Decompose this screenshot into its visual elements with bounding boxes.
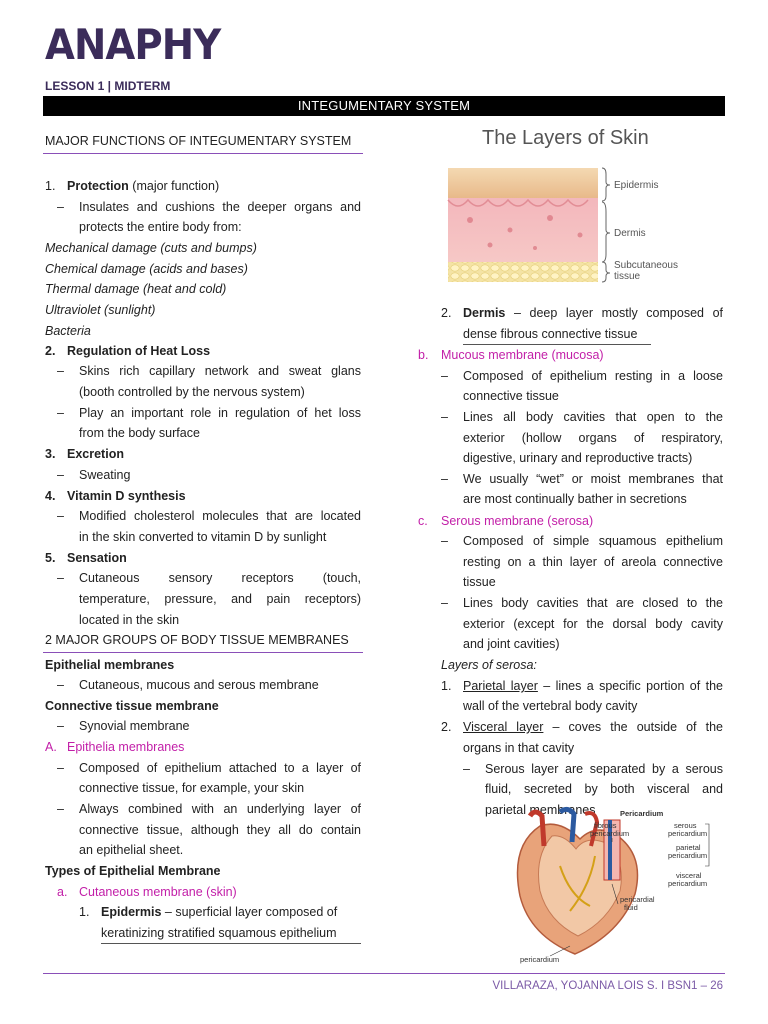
list-text: Always combined with an underlying layer of <box>79 802 361 816</box>
damage-item: Thermal damage (heat and cold) <box>45 282 227 296</box>
footer-author: VILLARAZA, YOJANNA LOIS S. I BSN1 – 26 <box>492 980 723 992</box>
pericardium-figure <box>500 806 722 966</box>
list-text: from the body surface <box>79 426 200 440</box>
fibrous-label: fibrous <box>594 821 617 830</box>
dash: – <box>57 468 64 482</box>
group-title: Connective tissue membrane <box>45 699 219 713</box>
item-text: – deep layer mostly composed of <box>505 306 723 320</box>
list-item <box>101 902 337 922</box>
list-text: connective tissue <box>463 389 559 403</box>
list-text: Play an important role in regulation of het loss <box>79 406 361 420</box>
dash: – <box>57 802 64 816</box>
list-text: connective tissue, although they all do contain <box>79 823 361 837</box>
dash: – <box>57 406 64 420</box>
footer-rule <box>43 973 725 974</box>
item-title: Protection <box>67 179 129 193</box>
item-title: Sensation <box>67 551 127 565</box>
skin-layers-figure <box>440 160 710 284</box>
list-text: located in the skin <box>79 613 180 627</box>
list-item <box>463 717 723 737</box>
types-title: Types of Epithelial Membrane <box>45 864 221 878</box>
lesson-label: LESSON 1 | MIDTERM <box>45 79 171 93</box>
list-text: wall of the vertebral body cavity <box>463 699 638 713</box>
list-text: in the skin converted to vitamin D by sunlight <box>79 530 327 544</box>
item-note: (major function) <box>128 179 220 193</box>
skin-figure-title: The Layers of Skin <box>482 127 649 149</box>
list-number: 3. <box>45 447 56 461</box>
fluid-label: fluid <box>624 903 638 912</box>
list-number: 1. <box>45 179 56 193</box>
section-heading-functions: MAJOR FUNCTIONS OF INTEGUMENTARY SYSTEM <box>45 134 352 148</box>
parietal-pericardium-label: pericardium <box>668 851 708 860</box>
list-text: parietal membranes <box>485 803 596 817</box>
list-number: 2. <box>441 306 452 320</box>
damage-item: Mechanical damage (cuts and bumps) <box>45 241 257 255</box>
dermis-layer <box>448 198 598 262</box>
banner-title: INTEGUMENTARY SYSTEM <box>43 96 725 116</box>
tissue-label: tissue <box>614 271 641 282</box>
dermis-label: Dermis <box>614 228 646 239</box>
parietal-label: parietal <box>676 843 701 852</box>
list-text: Serous layer are separated by a serous <box>485 762 723 776</box>
dash: – <box>463 762 470 776</box>
damage-item: Ultraviolet (sunlight) <box>45 303 156 317</box>
item-title: Regulation of Heat Loss <box>67 344 211 358</box>
list-text: Modified cholesterol molecules that are located <box>79 509 361 523</box>
visceral-label: visceral <box>676 871 702 880</box>
dash: – <box>57 719 64 733</box>
dash: – <box>441 369 448 383</box>
list-number: 1. <box>79 905 90 919</box>
list-text: Insulates and cushions the deeper organs and <box>79 200 361 214</box>
epidermis-layer <box>448 168 598 198</box>
list-text: Composed of simple squamous epithelium <box>463 534 723 548</box>
dash: – <box>57 678 64 692</box>
list-text: exterior (hollow organs of respiratory, <box>463 431 723 445</box>
dash: – <box>441 472 448 486</box>
dash: – <box>57 200 64 214</box>
dash: – <box>441 596 448 610</box>
item-text: – lines a specific portion of the <box>537 679 724 693</box>
item-title: Vitamin D synthesis <box>67 489 186 503</box>
epidermis-label: Epidermis <box>614 180 659 191</box>
list-text: Lines all body cavities that open to the <box>463 410 723 424</box>
list-item <box>463 676 723 696</box>
list-text: an epithelial sheet. <box>79 843 184 857</box>
underline-rule <box>101 943 361 944</box>
dash: – <box>441 534 448 548</box>
subsection-label: b. <box>418 348 429 362</box>
visceral-pericardium-label: pericardium <box>668 879 708 888</box>
dash: – <box>57 761 64 775</box>
item-title: Parietal layer <box>463 679 538 693</box>
layers-title: Layers of serosa: <box>441 658 537 672</box>
list-number: 1. <box>441 679 452 693</box>
subsection-label: A. <box>45 740 57 754</box>
list-text: are most continually bather in secretions <box>463 492 687 506</box>
damage-item: Bacteria <box>45 324 91 338</box>
pericardium-bottom-label: pericardium <box>520 955 560 964</box>
list-text: digestive, urinary and reproductive tracts) <box>463 451 693 465</box>
subcutaneous-layer <box>448 262 598 282</box>
list-text: tissue <box>463 575 496 589</box>
list-text: Sweating <box>79 468 131 482</box>
list-number: 5. <box>45 551 56 565</box>
dash: – <box>57 509 64 523</box>
section-rule <box>43 652 363 653</box>
item-text: – coves the outside of the <box>543 720 723 734</box>
item-title: Visceral layer <box>463 720 544 734</box>
dash: – <box>57 364 64 378</box>
dash: – <box>57 571 64 585</box>
list-text: Composed of epithelium resting in a loose <box>463 369 723 383</box>
subsection-title: Mucous membrane (mucosa) <box>441 348 604 362</box>
list-number: 2. <box>45 344 56 358</box>
serous-pericardium-label: pericardium <box>668 829 708 838</box>
list-number: 2. <box>441 720 452 734</box>
brand-title: ANAPHY <box>45 20 221 69</box>
section-rule <box>43 153 363 154</box>
list-text: Synovial membrane <box>79 719 190 733</box>
fibrous-pericardium-label: pericardium <box>590 829 630 838</box>
list-text: fluid, secreted by both visceral and <box>485 782 723 796</box>
item-title: Epidermis <box>101 905 162 919</box>
section-heading-membranes: 2 MAJOR GROUPS OF BODY TISSUE MEMBRANES <box>45 633 349 647</box>
subsection-title: Cutaneous membrane (skin) <box>79 885 237 899</box>
list-text: keratinizing stratified squamous epithelium <box>101 926 337 940</box>
subsection-label: c. <box>418 514 428 528</box>
serous-label: serous <box>674 821 697 830</box>
damage-item: Chemical damage (acids and bases) <box>45 262 248 276</box>
list-text: (booth controlled by the nervous system) <box>79 385 305 399</box>
pericardial-label: pericardial <box>620 895 655 904</box>
item-title: Dermis <box>463 306 506 320</box>
list-text: and joint cavities) <box>463 637 560 651</box>
list-text: Cutaneous sensory receptors (touch, <box>79 571 361 585</box>
list-text: connective tissue, for example, your skin <box>79 781 305 795</box>
list-item <box>463 303 723 323</box>
pericardium-title-label: Pericardium <box>620 809 664 818</box>
list-text: Lines body cavities that are closed to the <box>463 596 723 610</box>
list-text: Skins rich capillary network and sweat glans <box>79 364 361 378</box>
list-text: resting on a thin layer of areola connective <box>463 555 723 569</box>
group-title: Epithelial membranes <box>45 658 175 672</box>
subsection-title: Serous membrane (serosa) <box>441 514 594 528</box>
list-text: protects the entire body from: <box>79 220 242 234</box>
list-text: Composed of epithelium attached to a layer of <box>79 761 361 775</box>
subsection-title: Epithelia membranes <box>67 740 185 754</box>
list-text: Cutaneous, mucous and serous membrane <box>79 678 319 692</box>
dash: – <box>441 410 448 424</box>
subsection-label: a. <box>57 885 68 899</box>
list-text: exterior (except for the dorsal body cavity <box>463 617 723 631</box>
item-text: – superficial layer composed of <box>161 905 338 919</box>
item-title: Excretion <box>67 447 124 461</box>
list-item <box>67 176 219 196</box>
subcutaneous-label: Subcutaneous <box>614 260 678 271</box>
list-text: dense fibrous connective tissue <box>463 327 638 341</box>
list-number: 4. <box>45 489 56 503</box>
list-text: We usually “wet” or moist membranes that <box>463 472 723 486</box>
list-text: organs in that cavity <box>463 741 575 755</box>
list-text: temperature, pressure, and pain receptors) <box>79 592 361 606</box>
